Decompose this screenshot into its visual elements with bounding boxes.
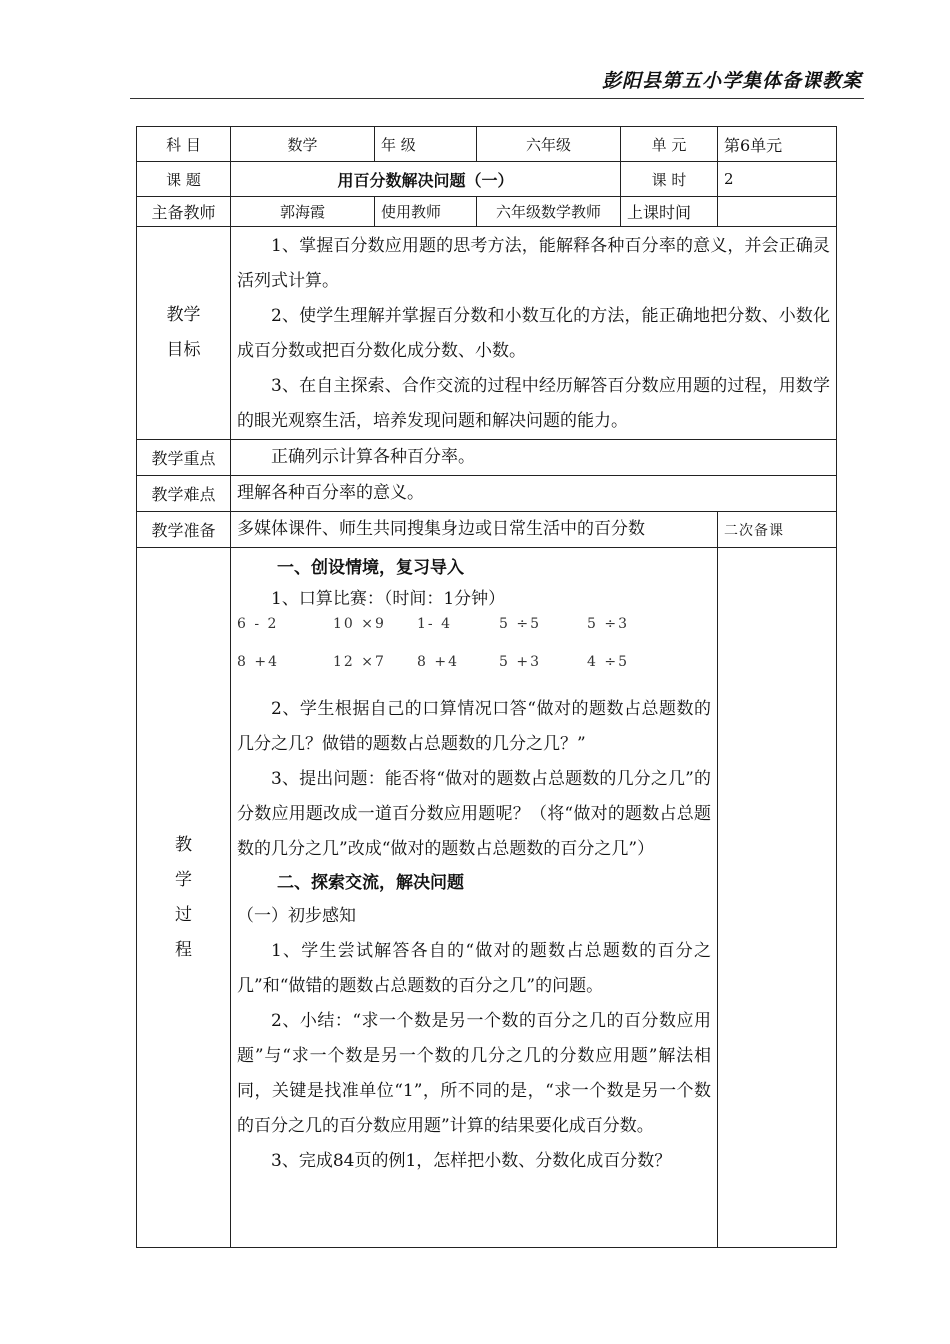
objectives-label xyxy=(137,227,231,440)
math-problem: 8 +4 xyxy=(417,654,459,670)
math-problem: 12 ×7 xyxy=(333,654,386,670)
objective-item: 3、在自主探索、合作交流的过程中经历解答百分数应用题的过程，用数学的眼光观察生活，培养发现问题和解决问题的能力。 xyxy=(237,376,830,431)
process-label-char: 学 xyxy=(175,869,192,890)
math-problem: 5 ÷5 xyxy=(499,616,541,632)
process-label xyxy=(137,548,231,1248)
difficulty-label: 教学难点 xyxy=(137,476,231,512)
second-prep-label: 二次备课 xyxy=(718,512,837,548)
math-problem: 10 ×9 xyxy=(333,616,386,632)
subject-value: 数学 xyxy=(231,127,375,162)
section2-title: 二、探索交流，解决问题 xyxy=(277,873,464,893)
step-2: 2、学生根据自己的口算情况口答“做对的题数占总题数的几分之几？做错的题数占总题数的几分之几？” xyxy=(237,699,711,754)
difficulty-text: 理解各种百分率的意义。 xyxy=(237,483,424,503)
key-point-content xyxy=(231,440,837,476)
grade-value: 六年级 xyxy=(477,127,621,162)
header-rule xyxy=(130,98,864,99)
row-objectives xyxy=(137,227,837,440)
difficulty-content xyxy=(231,476,837,512)
math-problem: 1- 4 xyxy=(417,616,452,632)
objectives-content xyxy=(231,227,837,440)
subject-label: 科 目 xyxy=(137,127,231,162)
objective-item: 1、掌握百分数应用题的思考方法，能解释各种百分率的意义，并会正确灵活列式计算。 xyxy=(237,236,830,291)
row-teachers xyxy=(137,197,837,227)
row-subject xyxy=(137,127,837,162)
objectives-label-line1: 教学 xyxy=(166,305,201,325)
row-key-point xyxy=(137,440,837,476)
math-problem: 6 - 2 xyxy=(237,616,279,632)
process-label-char: 过 xyxy=(175,904,192,925)
topic-value: 用百分数解决问题（一） xyxy=(231,162,621,197)
user-teacher-label: 使用教师 xyxy=(375,197,477,227)
objective-item: 2、使学生理解并掌握百分数和小数互化的方法，能正确地把分数、小数化成百分数或把百分数化成分数、小数。 xyxy=(237,306,830,361)
process-content xyxy=(231,548,718,1248)
lead-teacher-label: 主备教师 xyxy=(137,197,231,227)
unit-value: 第6单元 xyxy=(718,127,837,162)
lead-teacher-value: 郭海霞 xyxy=(231,197,375,227)
math-problem: 5 +3 xyxy=(499,654,541,670)
preparation-text: 多媒体课件、师生共同搜集身边或日常生活中的百分数 xyxy=(237,519,645,539)
school-header: 彭阳县第五小学集体备课教案 xyxy=(601,70,862,92)
user-teacher-value: 六年级数学教师 xyxy=(477,197,621,227)
process-label-char: 程 xyxy=(175,939,192,960)
class-time-label: 上课时间 xyxy=(621,197,718,227)
row-process xyxy=(137,548,837,1248)
period-value: 2 xyxy=(718,162,837,197)
math-problem: 8 +4 xyxy=(237,654,279,670)
oral-calc-problems xyxy=(237,614,711,692)
explore-step-1: 1、学生尝试解答各自的“做对的题数占总题数的百分之几”和“做错的题数占总题数的百分之几”的问题。 xyxy=(237,941,711,996)
grade-label: 年 级 xyxy=(375,127,477,162)
preparation-content xyxy=(231,512,718,548)
preparation-label: 教学准备 xyxy=(137,512,231,548)
period-label: 课 时 xyxy=(621,162,718,197)
explore-step-2: 2、小结：“求一个数是另一个数的百分之几的百分数应用题”与“求一个数是另一个数的几分之几的分数应用题”解法相同，关键是找准单位“1”，所不同的是，“求一个数是另一个数的百分之几的百分数应用题”计算的结果要化成百分数。 xyxy=(237,1011,711,1136)
key-point-text: 正确列示计算各种百分率。 xyxy=(271,447,475,467)
process-label-char: 教 xyxy=(175,834,192,855)
oral-calc-title: 1、口算比赛：（时间：1分钟） xyxy=(271,589,506,609)
explore-step-3: 3、完成84页的例1，怎样把小数、分数化成百分数？ xyxy=(271,1151,672,1171)
sub-section-1: （一）初步感知 xyxy=(237,906,356,926)
row-preparation xyxy=(137,512,837,548)
math-problem: 4 ÷5 xyxy=(587,654,629,670)
section1-title: 一、创设情境，复习导入 xyxy=(277,558,464,578)
class-time-value xyxy=(718,197,837,227)
second-prep-space xyxy=(718,548,837,1248)
step-3: 3、提出问题：能否将“做对的题数占总题数的几分之几”的分数应用题改成一道百分数应用题呢？（将“做对的题数占总题数的几分之几”改成“做对的题数占总题数的百分之几”） xyxy=(237,769,711,859)
math-problem: 5 ÷3 xyxy=(587,616,629,632)
row-difficulty xyxy=(137,476,837,512)
key-point-label: 教学重点 xyxy=(137,440,231,476)
topic-label: 课 题 xyxy=(137,162,231,197)
objectives-label-line2: 目标 xyxy=(166,340,201,360)
lesson-plan-table xyxy=(136,126,837,1248)
unit-label: 单 元 xyxy=(621,127,718,162)
row-topic xyxy=(137,162,837,197)
